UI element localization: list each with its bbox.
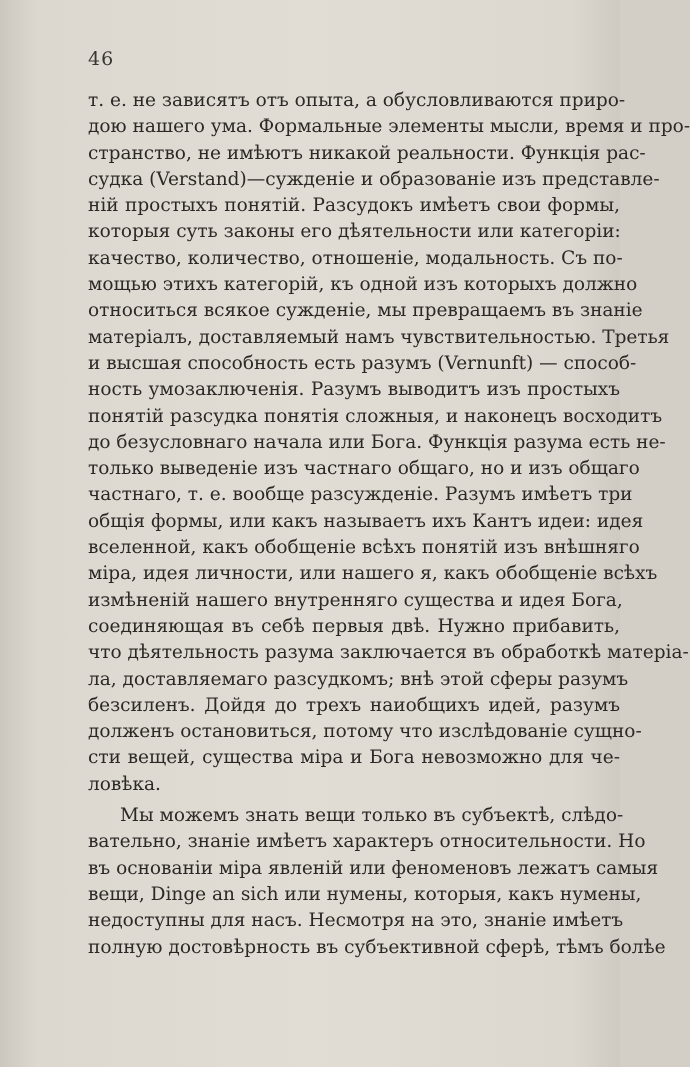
page-text	[88, 88, 690, 961]
text-line: міра, идея личности, или нашего я, какъ обобщеніе всѣхъ	[88, 563, 658, 585]
text-line: т. е. не зависятъ отъ опыта, а обусловливаются приро-	[88, 90, 626, 111]
text-line: общія формы, или какъ называетъ ихъ Кантъ идеи: идея	[88, 510, 644, 532]
text-line: дою нашего ума. Формальные элементы мысли, время и про-	[88, 116, 690, 138]
text-line: вещи, Dinge an sich или нумены, которыя, какъ нумены,	[88, 883, 642, 905]
text-line: Мы можемъ знать вещи только въ субъектѣ, слѣдо-	[120, 805, 624, 827]
text-line: ность умозаключенія. Разумъ выводитъ изъ простыхъ	[88, 379, 620, 401]
text-line: ловѣка.	[88, 773, 161, 795]
text-line: матеріалъ, доставляемый намъ чувствительностью. Третья	[88, 326, 670, 348]
text-line: безсиленъ. Дойдя до трехъ наиобщихъ идей, разумъ	[88, 694, 620, 716]
text-line: недоступны для насъ. Несмотря на это, знаніе имѣетъ	[88, 910, 624, 932]
text-line: долженъ остановиться, потому что изслѣдованіе сущно-	[88, 721, 642, 743]
text-line: качество, количество, отношеніе, модальность. Съ по-	[88, 247, 623, 269]
text-line: судка (Verstand)—сужденіе и образованіе изъ представле-	[88, 168, 660, 190]
text-line: относиться всякое сужденіе, мы превращаемъ въ знаніе	[88, 300, 643, 322]
text-line: и высшая способность есть разумъ (Vernunft) — способ-	[88, 352, 637, 374]
text-line: которыя суть законы его дѣятельности или категоріи:	[88, 221, 621, 243]
text-line: понятій разсудка понятія сложныя, и наконецъ восходитъ	[88, 405, 663, 427]
text-line: соединяющая въ себѣ первыя двѣ. Нужно прибавить,	[88, 615, 620, 637]
text-line: вательно, знаніе имѣетъ характеръ относительности. Но	[88, 831, 646, 853]
text-line: мощью этихъ категорій, къ одной изъ которыхъ должно	[88, 274, 638, 296]
text-line: ла, доставляемаго разсудкомъ; внѣ этой сферы разумъ	[88, 668, 629, 690]
text-line: полную достовѣрность въ субъективной сферѣ, тѣмъ болѣе	[88, 936, 666, 958]
paragraph-1	[88, 88, 690, 798]
text-line: сти вещей, существа міра и Бога невозможно для че-	[88, 747, 620, 769]
text-line: только выведеніе изъ частнаго общаго, но и изъ общаго	[88, 458, 640, 480]
paragraph-2	[88, 803, 666, 961]
text-line: до безусловнаго начала или Бога. Функція разума есть не-	[88, 431, 666, 453]
text-line: странство, не имѣютъ никакой реальности. Функція рас-	[88, 142, 646, 164]
text-line: частнаго, т. е. вообще разсужденіе. Разумъ имѣетъ три	[88, 484, 633, 506]
text-line: измѣненій нашего внутренняго существа и идея Бога,	[88, 589, 623, 611]
text-line: въ основаніи міра явленій или феноменовъ лежатъ самыя	[88, 857, 659, 879]
text-line: вселенной, какъ обобщеніе всѣхъ понятій изъ внѣшняго	[88, 537, 640, 559]
page-number: 46	[88, 48, 115, 70]
text-line: ній простыхъ понятій. Разсудокъ имѣетъ свои формы,	[88, 195, 620, 217]
text-line: что дѣятельность разума заключается въ обработкѣ матеріа-	[88, 642, 689, 664]
